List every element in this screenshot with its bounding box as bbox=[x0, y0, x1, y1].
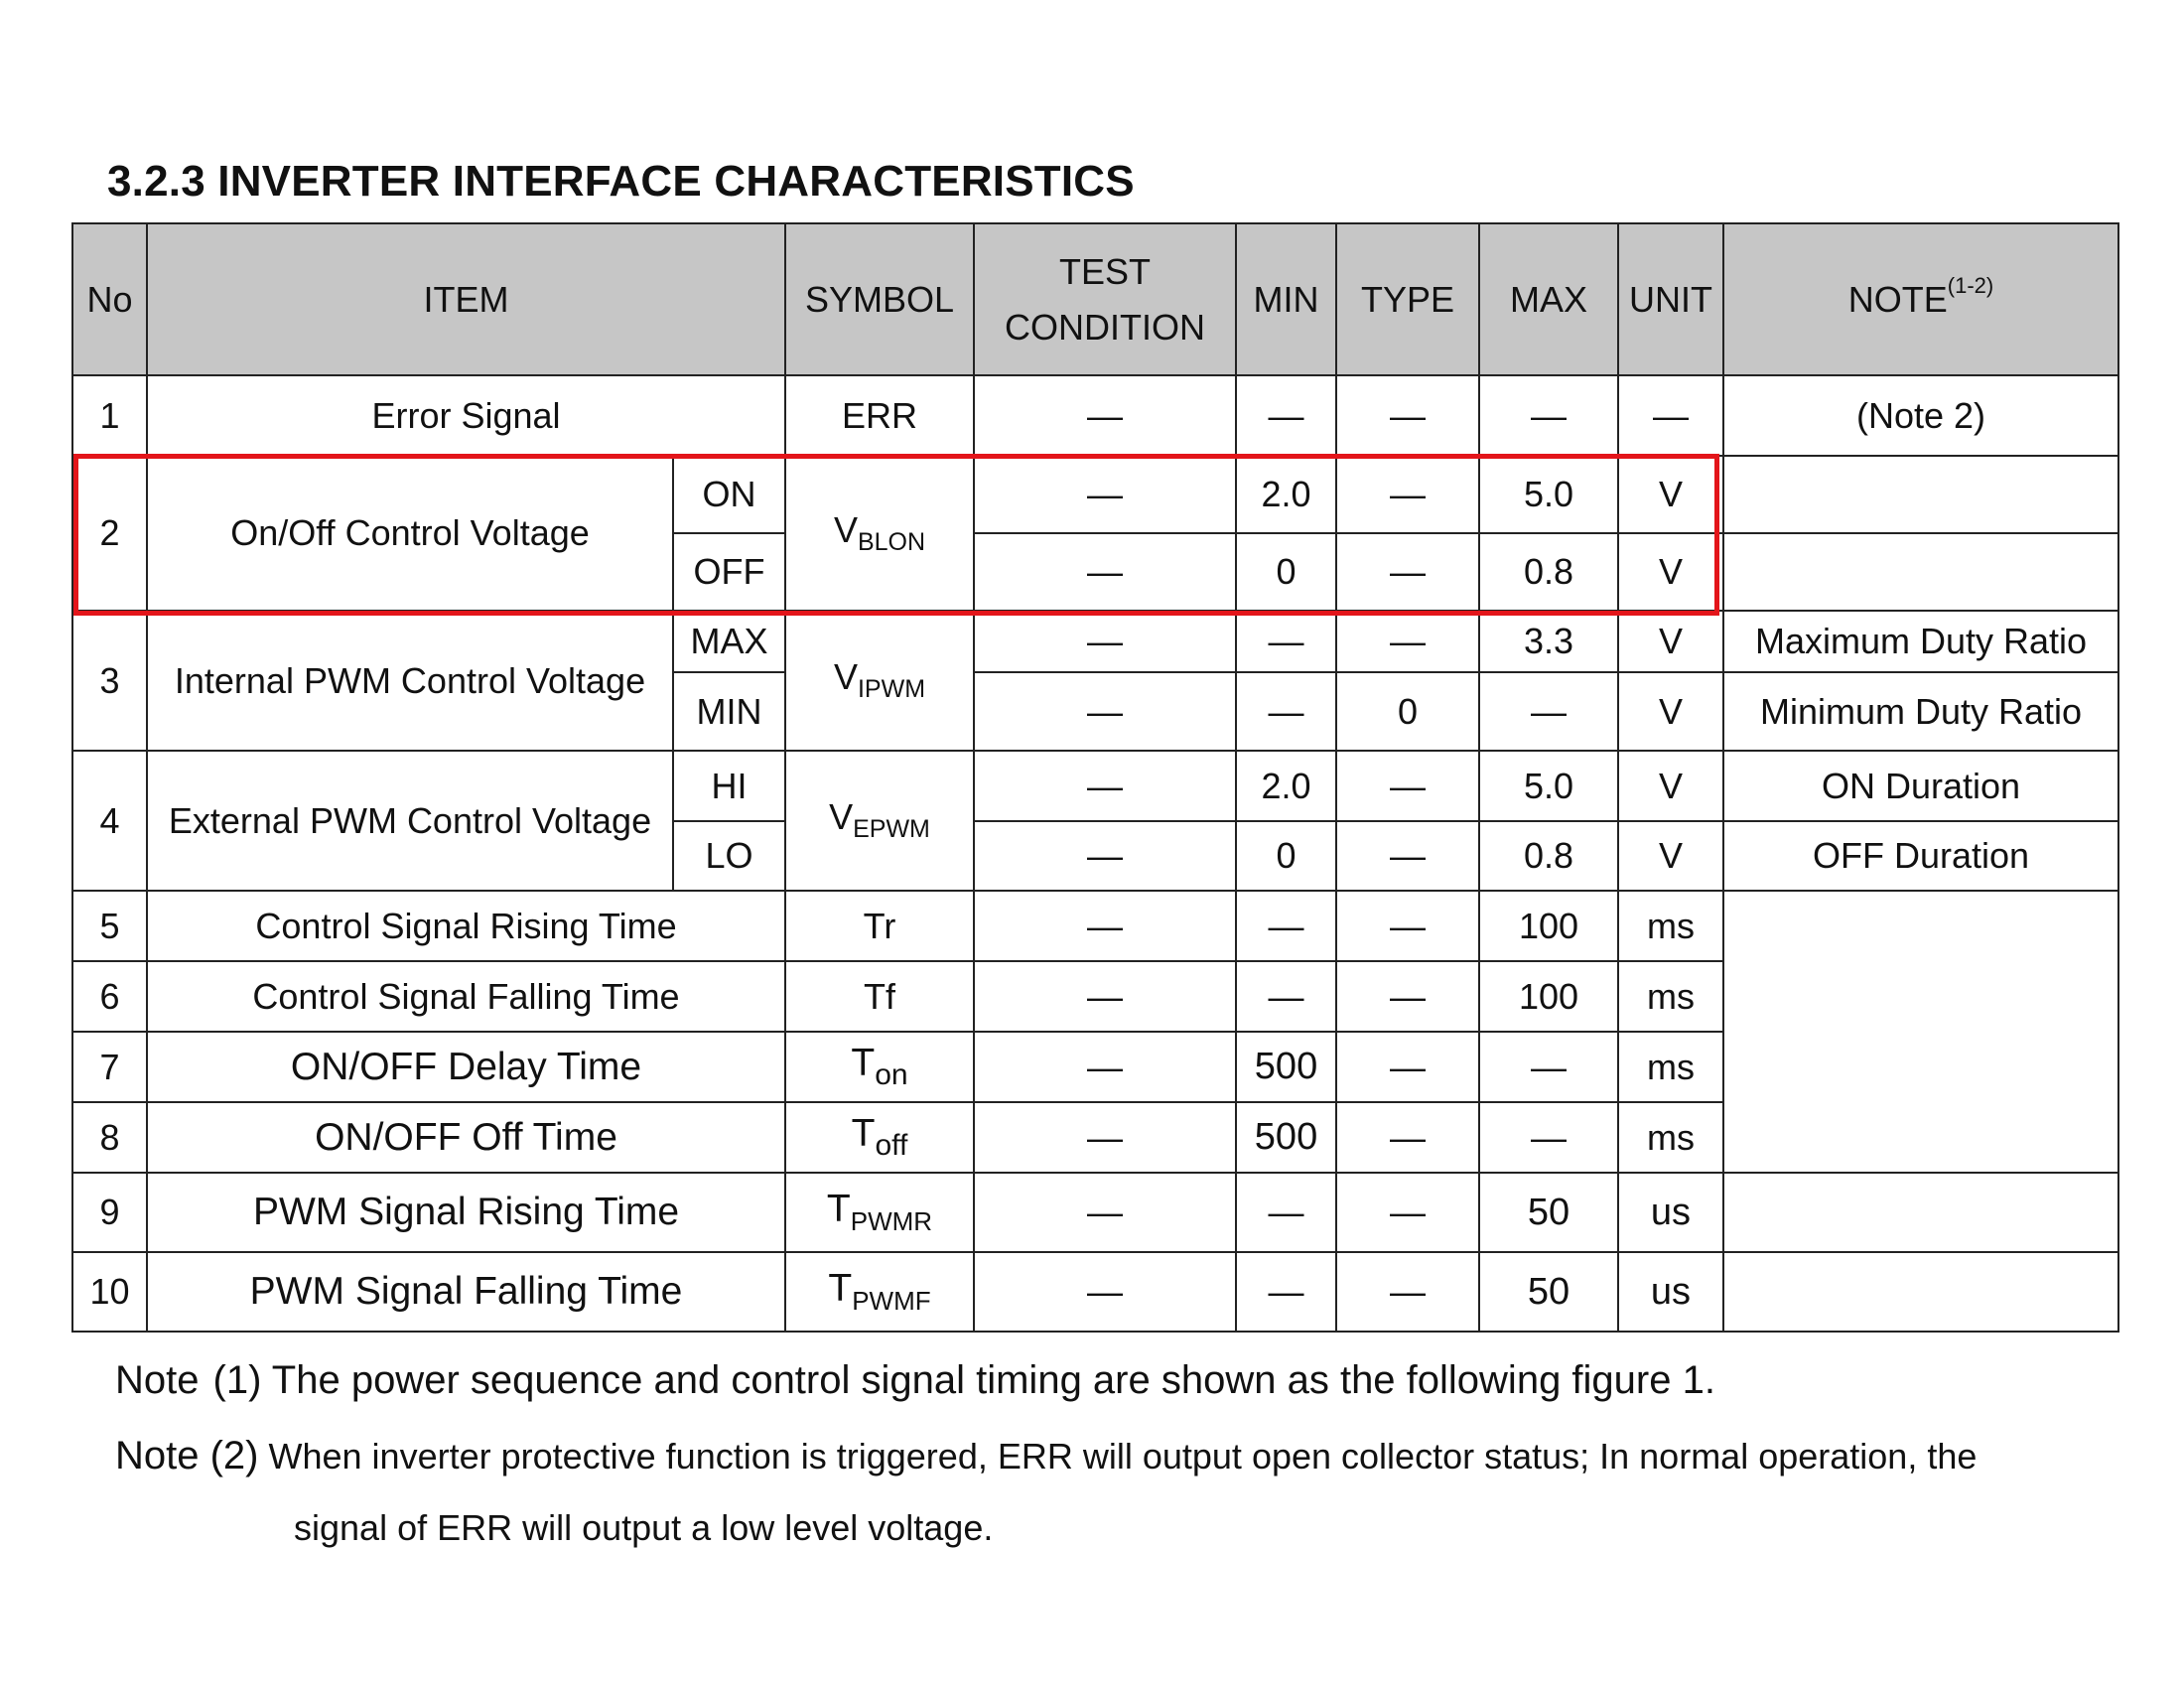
row-symbol: Tr bbox=[785, 891, 974, 961]
table-row bbox=[72, 1252, 2118, 1332]
header-note bbox=[1723, 223, 2118, 375]
row-test: — bbox=[974, 611, 1236, 672]
header-row bbox=[72, 223, 2118, 375]
row-max: 50 bbox=[1479, 1252, 1618, 1332]
row-test: — bbox=[974, 375, 1236, 456]
header-test-condition bbox=[974, 223, 1236, 375]
symbol-subscript: on bbox=[875, 1057, 908, 1091]
symbol-base: T bbox=[851, 1042, 876, 1085]
row-min: 500 bbox=[1236, 1102, 1336, 1173]
header-max: MAX bbox=[1479, 223, 1618, 375]
row-type: — bbox=[1336, 1102, 1479, 1173]
row-max: — bbox=[1479, 1102, 1618, 1173]
symbol-base: V bbox=[833, 656, 858, 698]
row-item: Error Signal bbox=[147, 375, 785, 456]
note-2-text: When inverter protective function is triggered, ERR will output open collector status; In normal operation, the bbox=[268, 1436, 1978, 1476]
symbol-subscript: PWMR bbox=[850, 1205, 933, 1236]
row-type: — bbox=[1336, 611, 1479, 672]
header-item: ITEM bbox=[147, 223, 785, 375]
row-min: 500 bbox=[1236, 1032, 1336, 1102]
symbol-base: T bbox=[828, 1267, 853, 1311]
row-unit: us bbox=[1618, 1173, 1723, 1252]
row-note: (Note 2) bbox=[1723, 375, 2118, 456]
row-test: — bbox=[974, 751, 1236, 821]
note-1-text: (1) The power sequence and control signal timing are shown as the following figure 1. bbox=[212, 1358, 1715, 1402]
row-test: — bbox=[974, 1102, 1236, 1173]
row-type: — bbox=[1336, 891, 1479, 961]
row-unit: us bbox=[1618, 1252, 1723, 1332]
row-symbol: ERR bbox=[785, 375, 974, 456]
row-max: 0.8 bbox=[1479, 821, 1618, 891]
note-1-label: Note bbox=[115, 1358, 200, 1402]
table-row bbox=[72, 456, 2118, 533]
row-sub-label: ON bbox=[673, 456, 785, 533]
header-test-line2: CONDITION bbox=[1005, 306, 1205, 348]
row-type: — bbox=[1336, 1032, 1479, 1102]
row-note-merged bbox=[1723, 891, 2118, 1173]
row-symbol bbox=[785, 1173, 974, 1252]
row-unit: ms bbox=[1618, 961, 1723, 1032]
row-min: 2.0 bbox=[1236, 751, 1336, 821]
row-max: 100 bbox=[1479, 961, 1618, 1032]
row-unit: V bbox=[1618, 611, 1723, 672]
row-type: — bbox=[1336, 1173, 1479, 1252]
row-item: PWM Signal Falling Time bbox=[147, 1252, 785, 1332]
row-no: 7 bbox=[72, 1032, 147, 1102]
row-sub-label: MIN bbox=[673, 672, 785, 751]
row-type: — bbox=[1336, 533, 1479, 611]
row-min: — bbox=[1236, 1173, 1336, 1252]
row-sub-label: OFF bbox=[673, 533, 785, 611]
row-max: 5.0 bbox=[1479, 456, 1618, 533]
row-test: — bbox=[974, 672, 1236, 751]
symbol-base: V bbox=[833, 508, 858, 550]
row-min: — bbox=[1236, 1252, 1336, 1332]
row-unit: V bbox=[1618, 821, 1723, 891]
row-test: — bbox=[974, 821, 1236, 891]
header-note-label: NOTE bbox=[1847, 278, 1948, 320]
row-no: 4 bbox=[72, 751, 147, 891]
row-note: Maximum Duty Ratio bbox=[1723, 611, 2118, 672]
row-item: External PWM Control Voltage bbox=[147, 751, 673, 891]
row-unit: ms bbox=[1618, 1102, 1723, 1173]
symbol-base: V bbox=[829, 796, 854, 838]
row-type: 0 bbox=[1336, 672, 1479, 751]
row-min: 0 bbox=[1236, 821, 1336, 891]
note-2-continuation: signal of ERR will output a low level voltage. bbox=[294, 1507, 994, 1548]
row-no: 8 bbox=[72, 1102, 147, 1173]
row-symbol bbox=[785, 1102, 974, 1173]
row-symbol bbox=[785, 1032, 974, 1102]
header-note-sup: (1-2) bbox=[1947, 272, 1994, 298]
note-1 bbox=[115, 1358, 1715, 1403]
row-min: — bbox=[1236, 611, 1336, 672]
row-note: OFF Duration bbox=[1723, 821, 2118, 891]
row-min: — bbox=[1236, 375, 1336, 456]
row-item: On/Off Control Voltage bbox=[147, 456, 673, 611]
row-test: — bbox=[974, 456, 1236, 533]
row-max: 5.0 bbox=[1479, 751, 1618, 821]
row-type: — bbox=[1336, 961, 1479, 1032]
row-test: — bbox=[974, 1032, 1236, 1102]
row-min: 0 bbox=[1236, 533, 1336, 611]
row-type: — bbox=[1336, 821, 1479, 891]
row-min: — bbox=[1236, 672, 1336, 751]
row-type: — bbox=[1336, 1252, 1479, 1332]
row-sub-label: HI bbox=[673, 751, 785, 821]
row-item: Internal PWM Control Voltage bbox=[147, 611, 673, 751]
note-2-label: Note (2) bbox=[115, 1434, 259, 1477]
row-unit: ms bbox=[1618, 891, 1723, 961]
row-unit: V bbox=[1618, 751, 1723, 821]
row-max: 50 bbox=[1479, 1173, 1618, 1252]
section-title: 3.2.3 INVERTER INTERFACE CHARACTERISTICS bbox=[107, 157, 1135, 206]
table-row bbox=[72, 891, 2118, 961]
header-symbol: SYMBOL bbox=[785, 223, 974, 375]
symbol-subscript: EPWM bbox=[853, 815, 930, 844]
row-item: Control Signal Falling Time bbox=[147, 961, 785, 1032]
header-min: MIN bbox=[1236, 223, 1336, 375]
symbol-base: T bbox=[851, 1112, 876, 1156]
row-symbol: Tf bbox=[785, 961, 974, 1032]
row-max: — bbox=[1479, 1032, 1618, 1102]
row-symbol bbox=[785, 611, 974, 751]
row-max: — bbox=[1479, 672, 1618, 751]
row-unit: V bbox=[1618, 533, 1723, 611]
header-type: TYPE bbox=[1336, 223, 1479, 375]
row-item: PWM Signal Rising Time bbox=[147, 1173, 785, 1252]
row-sub-label: LO bbox=[673, 821, 785, 891]
row-item: ON/OFF Off Time bbox=[147, 1102, 785, 1173]
row-no: 6 bbox=[72, 961, 147, 1032]
row-note bbox=[1723, 533, 2118, 611]
row-note bbox=[1723, 456, 2118, 533]
row-type: — bbox=[1336, 375, 1479, 456]
row-note bbox=[1723, 1173, 2118, 1252]
row-min: — bbox=[1236, 891, 1336, 961]
header-test-line1: TEST bbox=[1058, 250, 1151, 292]
row-unit: V bbox=[1618, 672, 1723, 751]
table-row bbox=[72, 375, 2118, 456]
row-min: — bbox=[1236, 961, 1336, 1032]
row-note: Minimum Duty Ratio bbox=[1723, 672, 2118, 751]
header-no: No bbox=[72, 223, 147, 375]
table-row bbox=[72, 751, 2118, 821]
row-note: ON Duration bbox=[1723, 751, 2118, 821]
row-no: 5 bbox=[72, 891, 147, 961]
symbol-subscript: IPWM bbox=[857, 675, 926, 704]
row-test: — bbox=[974, 533, 1236, 611]
row-symbol bbox=[785, 1252, 974, 1332]
header-unit: UNIT bbox=[1618, 223, 1723, 375]
row-min: 2.0 bbox=[1236, 456, 1336, 533]
row-no: 3 bbox=[72, 611, 147, 751]
symbol-subscript: off bbox=[875, 1128, 908, 1162]
row-note bbox=[1723, 1252, 2118, 1332]
row-no: 1 bbox=[72, 375, 147, 456]
row-type: — bbox=[1336, 751, 1479, 821]
symbol-subscript: PWMF bbox=[852, 1285, 931, 1316]
row-no: 9 bbox=[72, 1173, 147, 1252]
inverter-characteristics-table bbox=[71, 222, 2119, 1333]
row-unit: ms bbox=[1618, 1032, 1723, 1102]
row-type: — bbox=[1336, 456, 1479, 533]
row-sub-label: MAX bbox=[673, 611, 785, 672]
table-row bbox=[72, 1173, 2118, 1252]
row-unit: V bbox=[1618, 456, 1723, 533]
row-max: 3.3 bbox=[1479, 611, 1618, 672]
row-max: — bbox=[1479, 375, 1618, 456]
row-symbol bbox=[785, 751, 974, 891]
symbol-base: T bbox=[826, 1188, 851, 1231]
row-no: 10 bbox=[72, 1252, 147, 1332]
row-item: Control Signal Rising Time bbox=[147, 891, 785, 961]
symbol-subscript: BLON bbox=[857, 528, 926, 557]
row-symbol bbox=[785, 456, 974, 611]
note-2 bbox=[115, 1434, 1977, 1478]
table-row bbox=[72, 611, 2118, 672]
row-item: ON/OFF Delay Time bbox=[147, 1032, 785, 1102]
row-test: — bbox=[974, 961, 1236, 1032]
row-test: — bbox=[974, 891, 1236, 961]
row-test: — bbox=[974, 1252, 1236, 1332]
row-no: 2 bbox=[72, 456, 147, 611]
row-unit: — bbox=[1618, 375, 1723, 456]
row-max: 0.8 bbox=[1479, 533, 1618, 611]
row-test: — bbox=[974, 1173, 1236, 1252]
row-max: 100 bbox=[1479, 891, 1618, 961]
